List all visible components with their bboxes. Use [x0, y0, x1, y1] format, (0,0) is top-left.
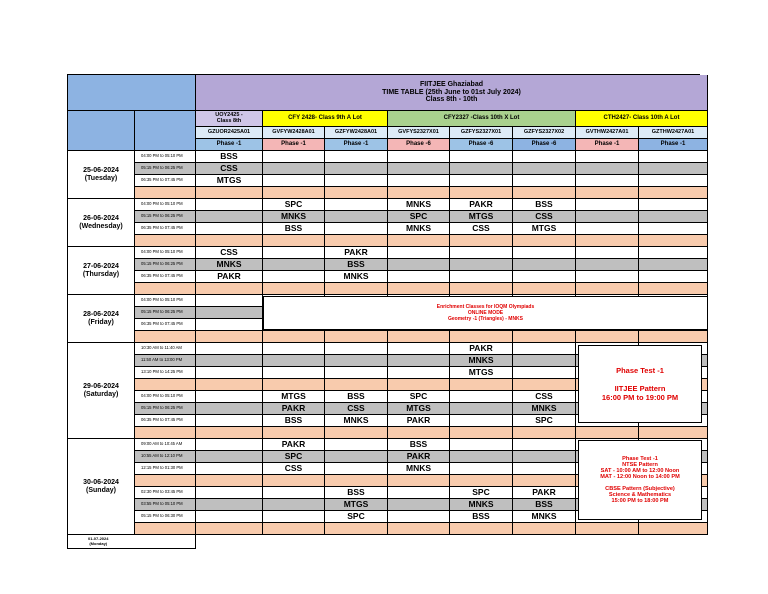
class-cell: [513, 259, 576, 271]
class-cell: MTGS: [325, 499, 388, 511]
class-cell: MTGS: [263, 391, 325, 403]
class-cell: CSS: [513, 211, 576, 223]
class-cell: [639, 211, 708, 223]
spacer-cell: [263, 235, 325, 247]
class-cell: [513, 439, 576, 451]
day-date: 25-06-2024 (Tuesday): [68, 151, 135, 199]
class-cell: [263, 499, 325, 511]
batch-code: GZFYW2428A01: [325, 127, 388, 139]
spacer-cell: [513, 379, 576, 391]
spacer-cell: [450, 187, 513, 199]
batch-code: GZFYS2327X02: [513, 127, 576, 139]
spacer-cell: [135, 331, 196, 343]
spacer-cell: [325, 427, 388, 439]
class-cell: SPC: [263, 451, 325, 463]
batch-header: CTH2427- Class 10th A Lot: [576, 111, 708, 127]
class-cell: [450, 247, 513, 259]
class-cell: CSS: [263, 463, 325, 475]
class-cell: BSS: [325, 391, 388, 403]
class-cell: PAKR: [196, 271, 263, 283]
class-cell: BSS: [513, 499, 576, 511]
batch-header: UOY2425 - Class 8th: [196, 111, 263, 127]
spacer-cell: [325, 235, 388, 247]
class-cell: MTGS: [196, 175, 263, 187]
phase-test-ntse-box: [578, 440, 702, 520]
class-cell: [196, 415, 263, 427]
class-cell: [196, 439, 263, 451]
time-slot: 05:15 PM to 06:25 PM: [135, 211, 196, 223]
time-slot: 05:15 PM to 06:25 PM: [135, 259, 196, 271]
spacer-cell: [135, 475, 196, 487]
spacer-cell: [388, 427, 450, 439]
class-cell: BSS: [388, 439, 450, 451]
class-cell: [576, 259, 639, 271]
spacer-cell: [388, 475, 450, 487]
spacer-cell: [325, 187, 388, 199]
phase-label: Phase -1: [576, 139, 639, 151]
spacer-cell: [388, 379, 450, 391]
phase-label: Phase -1: [639, 139, 708, 151]
class-cell: MTGS: [450, 367, 513, 379]
class-cell: [513, 151, 576, 163]
class-cell: [325, 151, 388, 163]
spacer-cell: [263, 283, 325, 295]
time-slot: 05:15 PM to 06:30 PM: [135, 511, 196, 523]
spacer-cell: [450, 427, 513, 439]
class-cell: [388, 511, 450, 523]
batch-header: CFY2327 -Class 10th X Lot: [388, 111, 576, 127]
class-cell: PAKR: [450, 343, 513, 355]
class-cell: [263, 247, 325, 259]
class-cell: [196, 499, 263, 511]
class-cell: [388, 175, 450, 187]
spacer-cell: [576, 187, 639, 199]
class-cell: [263, 271, 325, 283]
class-cell: BSS: [196, 151, 263, 163]
class-cell: [325, 223, 388, 235]
spacer-cell: [388, 283, 450, 295]
time-slot: 06:35 PM to 07:45 PM: [135, 271, 196, 283]
class-cell: PAKR: [263, 439, 325, 451]
spacer-cell: [196, 475, 263, 487]
class-cell: MNKS: [513, 403, 576, 415]
class-cell: [325, 343, 388, 355]
day-date: 27-06-2024 (Thursday): [68, 247, 135, 295]
time-slot: 04:00 PM to 05:10 PM: [135, 151, 196, 163]
class-cell: [388, 151, 450, 163]
class-cell: [576, 271, 639, 283]
time-slot: 06:35 PM to 07:45 PM: [135, 175, 196, 187]
header-date-blank: [68, 111, 135, 151]
class-cell: [576, 247, 639, 259]
class-cell: PAKR: [388, 451, 450, 463]
class-cell: [263, 367, 325, 379]
class-cell: CSS: [513, 391, 576, 403]
class-cell: [196, 343, 263, 355]
time-slot: 02:30 PM to 03:45 PM: [135, 487, 196, 499]
class-cell: [196, 511, 263, 523]
batch-header: CFY 2428- Class 9th A Lot: [263, 111, 388, 127]
class-cell: [325, 367, 388, 379]
class-cell: [576, 211, 639, 223]
spacer-cell: [196, 331, 263, 343]
spacer-cell: [388, 187, 450, 199]
time-slot: 09:00 AM to 10:45 AM: [135, 439, 196, 451]
class-cell: [325, 355, 388, 367]
class-cell: [196, 451, 263, 463]
class-cell: [196, 211, 263, 223]
phase-label: Phase -6: [513, 139, 576, 151]
class-cell: [513, 163, 576, 175]
olympiad-notice: [263, 296, 708, 330]
class-cell: MNKS: [325, 271, 388, 283]
class-cell: [513, 367, 576, 379]
class-cell: [263, 175, 325, 187]
class-cell: [388, 271, 450, 283]
time-slot: 12:15 PM to 01:30 PM: [135, 463, 196, 475]
class-cell: SPC: [263, 199, 325, 211]
sheet-title: FIITJEE Ghaziabad TIME TABLE (25th June to 01st July 2024) Class 8th - 10th: [196, 75, 708, 111]
class-cell: [576, 163, 639, 175]
class-cell: [196, 319, 263, 331]
class-cell: [388, 259, 450, 271]
time-slot: 04:00 PM to 05:10 PM: [135, 199, 196, 211]
spacer-cell: [576, 235, 639, 247]
class-cell: PAKR: [263, 403, 325, 415]
class-cell: BSS: [450, 511, 513, 523]
time-slot: 10:30 AM to 11:40 AM: [135, 343, 196, 355]
batch-code: GVTHW2427A01: [576, 127, 639, 139]
class-cell: SPC: [388, 211, 450, 223]
phase-label: Phase -1: [325, 139, 388, 151]
spacer-cell: [450, 379, 513, 391]
class-cell: MNKS: [388, 463, 450, 475]
spacer-cell: [388, 331, 450, 343]
class-cell: [639, 151, 708, 163]
class-cell: [196, 199, 263, 211]
class-cell: [450, 403, 513, 415]
spacer-cell: [196, 235, 263, 247]
class-cell: [576, 199, 639, 211]
last-day-date: 01-07-2024 (Monday): [68, 535, 196, 549]
class-cell: MNKS: [325, 415, 388, 427]
spacer-cell: [513, 235, 576, 247]
time-slot: 06:35 PM to 07:45 PM: [135, 319, 196, 331]
class-cell: [325, 175, 388, 187]
spacer-cell: [325, 331, 388, 343]
spacer-cell: [639, 427, 708, 439]
spacer-cell: [513, 475, 576, 487]
day-date: 28-06-2024 (Friday): [68, 295, 135, 343]
spacer-cell: [513, 523, 576, 535]
header-left-blank: [68, 75, 196, 111]
class-cell: [513, 247, 576, 259]
class-cell: [196, 463, 263, 475]
class-cell: [325, 211, 388, 223]
spacer-cell: [196, 283, 263, 295]
class-cell: [263, 343, 325, 355]
class-cell: [576, 175, 639, 187]
time-slot: 10:55 AM to 12:10 PM: [135, 451, 196, 463]
class-cell: [513, 343, 576, 355]
class-cell: [388, 487, 450, 499]
spacer-cell: [450, 523, 513, 535]
spacer-cell: [639, 187, 708, 199]
class-cell: MTGS: [450, 211, 513, 223]
class-cell: MTGS: [513, 223, 576, 235]
class-cell: MNKS: [450, 499, 513, 511]
spacer-cell: [513, 283, 576, 295]
class-cell: [263, 163, 325, 175]
class-cell: [388, 355, 450, 367]
batch-code: GZFYS2327X01: [450, 127, 513, 139]
phase-test-ntse-text: Phase Test -1 NTSE Pattern SAT - 10:00 AM to 12:00 Noon MAT - 12:00 Noon to 14:00 PM CBSE Pattern (Subjective) Science & Mathematics 15:00 PM to 18:00 PM: [600, 456, 680, 504]
class-cell: SPC: [325, 511, 388, 523]
spacer-cell: [639, 283, 708, 295]
phase-label: Phase -1: [196, 139, 263, 151]
spacer-cell: [263, 379, 325, 391]
class-cell: MNKS: [388, 199, 450, 211]
class-cell: [513, 463, 576, 475]
class-cell: [639, 271, 708, 283]
time-slot: 04:00 PM to 05:10 PM: [135, 391, 196, 403]
class-cell: [450, 391, 513, 403]
spacer-cell: [196, 523, 263, 535]
time-slot: 04:00 PM to 05:10 PM: [135, 247, 196, 259]
class-cell: [325, 439, 388, 451]
phase-test-iitjee-text: Phase Test -1 IITJEE Pattern 16:00 PM to 19:00 PM: [601, 366, 679, 402]
class-cell: BSS: [325, 259, 388, 271]
class-cell: [639, 175, 708, 187]
spacer-cell: [450, 331, 513, 343]
spacer-cell: [513, 187, 576, 199]
batch-code: GZUOR2425A01: [196, 127, 263, 139]
phase-label: Phase -1: [263, 139, 325, 151]
day-date: 30-06-2024 (Sunday): [68, 439, 135, 535]
class-cell: [450, 439, 513, 451]
class-cell: CSS: [196, 247, 263, 259]
spacer-cell: [196, 379, 263, 391]
day-date: 26-06-2024 (Wednesday): [68, 199, 135, 247]
class-cell: PAKR: [450, 199, 513, 211]
spacer-cell: [135, 283, 196, 295]
spacer-cell: [135, 187, 196, 199]
phase-label: Phase -6: [450, 139, 513, 151]
spacer-cell: [639, 235, 708, 247]
class-cell: CSS: [196, 163, 263, 175]
class-cell: [513, 451, 576, 463]
time-slot: 05:15 PM to 06:25 PM: [135, 403, 196, 415]
spacer-cell: [196, 187, 263, 199]
timetable-sheet: [67, 74, 700, 549]
class-cell: [263, 355, 325, 367]
class-cell: BSS: [263, 223, 325, 235]
class-cell: [196, 403, 263, 415]
class-cell: [513, 175, 576, 187]
time-slot: 06:35 PM to 07:45 PM: [135, 223, 196, 235]
spacer-cell: [135, 427, 196, 439]
class-cell: [639, 163, 708, 175]
header-time-blank: [135, 111, 196, 151]
class-cell: PAKR: [388, 415, 450, 427]
spacer-cell: [196, 427, 263, 439]
class-cell: CSS: [450, 223, 513, 235]
class-cell: [325, 451, 388, 463]
class-cell: [639, 247, 708, 259]
class-cell: [263, 511, 325, 523]
batch-code: GVFYW2428A01: [263, 127, 325, 139]
class-cell: [263, 487, 325, 499]
spacer-cell: [325, 379, 388, 391]
class-cell: [639, 223, 708, 235]
class-cell: SPC: [450, 487, 513, 499]
class-cell: [325, 463, 388, 475]
class-cell: [450, 415, 513, 427]
time-slot: 05:15 PM to 06:25 PM: [135, 307, 196, 319]
class-cell: [450, 451, 513, 463]
class-cell: [196, 355, 263, 367]
class-cell: [513, 355, 576, 367]
spacer-cell: [325, 283, 388, 295]
class-cell: MNKS: [388, 223, 450, 235]
spacer-cell: [576, 331, 639, 343]
spacer-cell: [639, 331, 708, 343]
class-cell: MNKS: [513, 511, 576, 523]
time-slot: 04:00 PM to 05:10 PM: [135, 295, 196, 307]
spacer-cell: [513, 331, 576, 343]
class-cell: [196, 307, 263, 319]
class-cell: SPC: [513, 415, 576, 427]
time-slot: 05:15 PM to 06:25 PM: [135, 163, 196, 175]
class-cell: [325, 199, 388, 211]
class-cell: MTGS: [388, 403, 450, 415]
class-cell: BSS: [263, 415, 325, 427]
class-cell: [450, 271, 513, 283]
time-slot: 11:50 AM to 13:00 PM: [135, 355, 196, 367]
spacer-cell: [135, 523, 196, 535]
spacer-cell: [263, 523, 325, 535]
spacer-cell: [450, 283, 513, 295]
class-cell: MNKS: [450, 355, 513, 367]
class-cell: [196, 487, 263, 499]
spacer-cell: [263, 187, 325, 199]
batch-code: GZTHW2427A01: [639, 127, 708, 139]
class-cell: [263, 151, 325, 163]
spacer-cell: [450, 235, 513, 247]
day-date: 29-06-2024 (Saturday): [68, 343, 135, 439]
class-cell: [639, 259, 708, 271]
spacer-cell: [576, 283, 639, 295]
time-slot: 13:10 PM to 14:25 PM: [135, 367, 196, 379]
class-cell: [639, 199, 708, 211]
spacer-cell: [325, 475, 388, 487]
time-slot: 03:55 PM to 05:10 PM: [135, 499, 196, 511]
phase-label: Phase -6: [388, 139, 450, 151]
class-cell: PAKR: [513, 487, 576, 499]
class-cell: PAKR: [325, 247, 388, 259]
class-cell: SPC: [388, 391, 450, 403]
time-slot: 06:35 PM to 07:45 PM: [135, 415, 196, 427]
class-cell: [263, 259, 325, 271]
class-cell: [450, 259, 513, 271]
class-cell: [388, 499, 450, 511]
spacer-cell: [325, 523, 388, 535]
class-cell: [196, 367, 263, 379]
spacer-cell: [450, 475, 513, 487]
olympiad-notice-text: Enrichment Classes for IOQM Olympiads ONLINE MODE Geometry -1 (Triangles) - MNKS: [436, 304, 535, 322]
class-cell: [388, 343, 450, 355]
class-cell: [196, 295, 263, 307]
class-cell: [325, 163, 388, 175]
spacer-cell: [388, 235, 450, 247]
class-cell: [576, 223, 639, 235]
spacer-cell: [135, 235, 196, 247]
class-cell: [576, 151, 639, 163]
spacer-cell: [135, 379, 196, 391]
batch-code: GVFYS2327X01: [388, 127, 450, 139]
class-cell: CSS: [325, 403, 388, 415]
class-cell: BSS: [325, 487, 388, 499]
class-cell: [450, 163, 513, 175]
class-cell: [450, 463, 513, 475]
class-cell: [388, 163, 450, 175]
spacer-cell: [263, 331, 325, 343]
class-cell: MNKS: [263, 211, 325, 223]
spacer-cell: [388, 523, 450, 535]
class-cell: [450, 175, 513, 187]
class-cell: MNKS: [196, 259, 263, 271]
class-cell: [196, 223, 263, 235]
spacer-cell: [576, 427, 639, 439]
class-cell: [513, 271, 576, 283]
spacer-cell: [513, 427, 576, 439]
class-cell: [196, 391, 263, 403]
class-cell: [388, 247, 450, 259]
class-cell: [450, 151, 513, 163]
class-cell: [388, 367, 450, 379]
spacer-cell: [639, 523, 708, 535]
class-cell: BSS: [513, 199, 576, 211]
spacer-cell: [576, 523, 639, 535]
spacer-cell: [263, 427, 325, 439]
phase-test-iitjee-box: [578, 345, 702, 423]
spacer-cell: [263, 475, 325, 487]
